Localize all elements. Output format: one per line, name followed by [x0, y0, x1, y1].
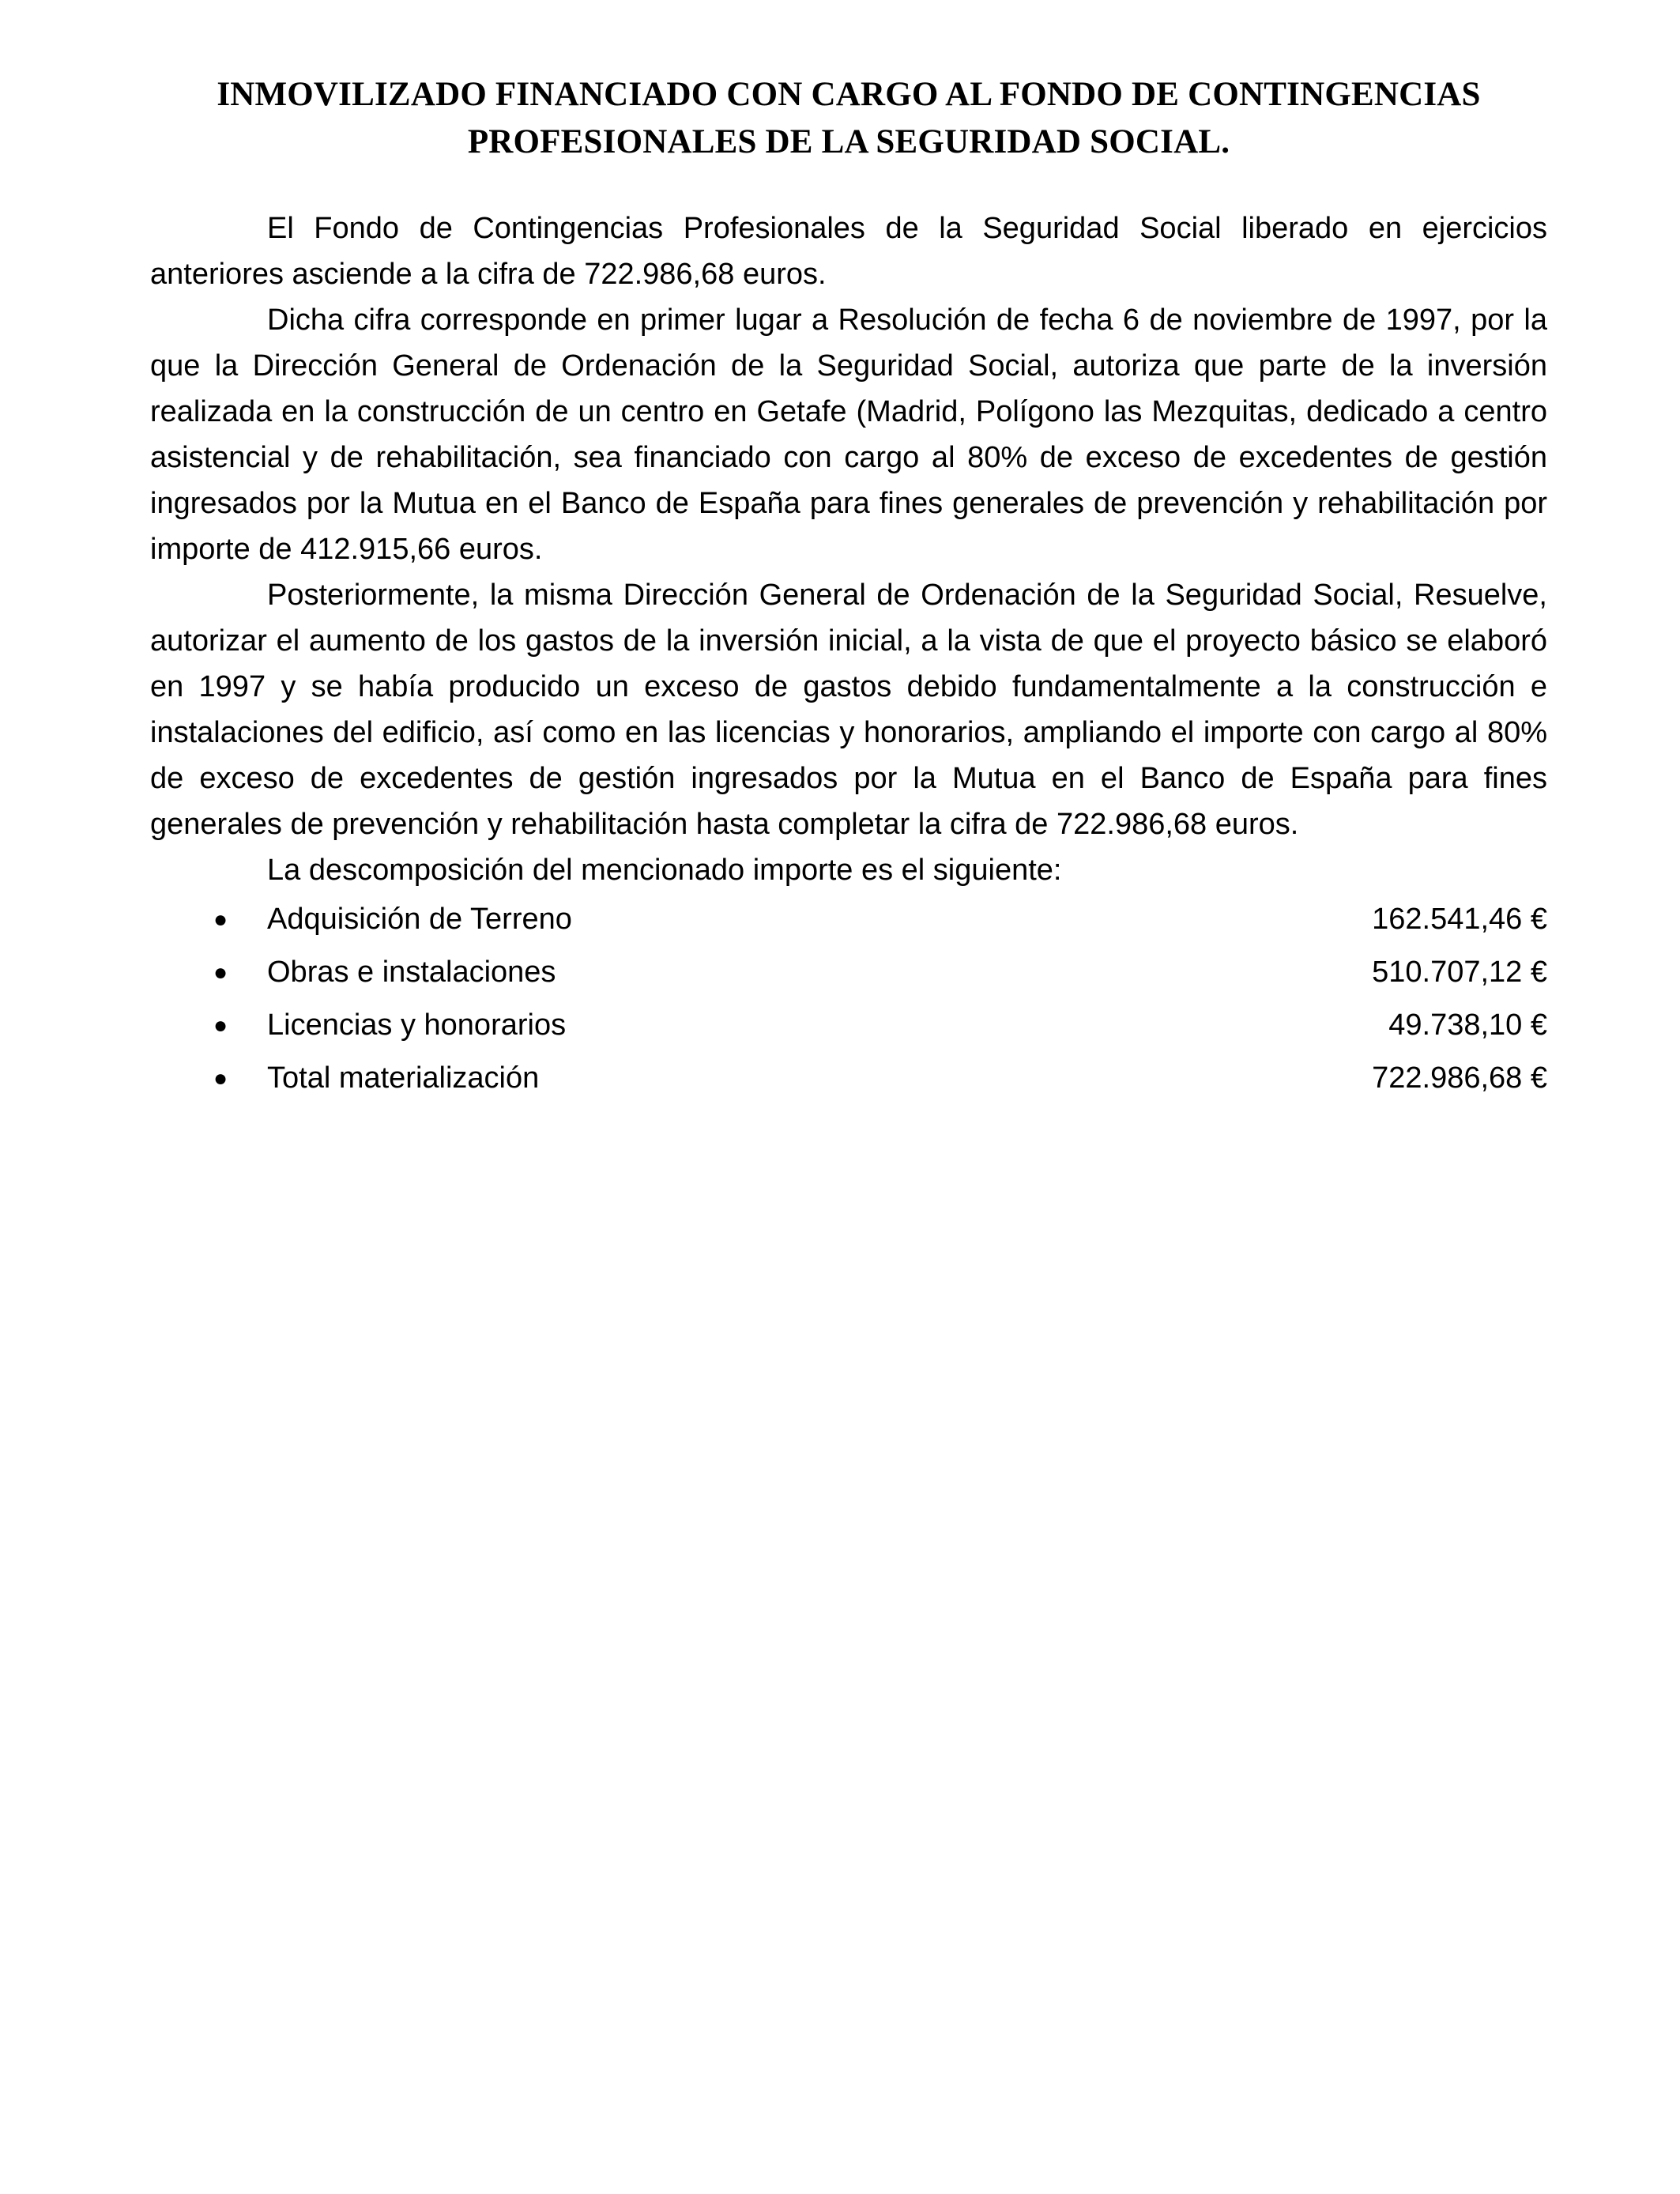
bullet-icon: ● — [213, 907, 228, 933]
item-label: Adquisición de Terreno — [267, 903, 572, 936]
document-page — [150, 71, 1547, 1105]
title-line-2: PROFESIONALES DE LA SEGURIDAD SOCIAL. — [467, 123, 1230, 160]
list-item — [150, 999, 1547, 1052]
item-amount: 162.541,46 € — [1372, 903, 1547, 936]
breakdown-intro: La descomposición del mencionado importe es el siguiente: — [267, 854, 1062, 887]
paragraph-resolution-1997: Dicha cifra corresponde en primer lugar a Resolución de fecha 6 de noviembre de 1997, por la que la Dirección General de Ordenación de la Seguridad Social, autoriza que parte de la inversión realizada en la construcción de un centro en Getafe (Madrid, Polígono las Mezquitas, dedicado a centro asistencial y de rehabilitación, sea financiado con cargo al 80% de exceso de excedentes de gestión ingresados por la Mutua en el Banco de España para fines generales de prevención y rehabilitación por importe de 412.915,66 euros. — [150, 303, 1547, 566]
list-item — [150, 893, 1547, 946]
paragraph-fund-amount: El Fondo de Contingencias Profesionales de la Seguridad Social liberado en ejercicios anteriores asciende a la cifra de 722.986,68 euros. — [150, 212, 1547, 291]
bullet-icon: ● — [213, 1012, 228, 1039]
item-label: Licencias y honorarios — [267, 1008, 567, 1042]
paragraph-expansion: Posteriormente, la misma Dirección General de Ordenación de la Seguridad Social, Resuelve, autorizar el aumento de los gastos de la inversión inicial, a la vista de que el proyecto básico se elaboró en 1997 y se había producido un exceso de gastos debido fundamentalmente a la construcción e instalaciones del edificio, así como en las licencias y honorarios, ampliando el importe con cargo al 80% de exceso de excedentes de gestión ingresados por la Mutua en el Banco de España para fines generales de prevención y rehabilitación hasta completar la cifra de 722.986,68 euros. — [150, 579, 1547, 841]
list-item — [150, 946, 1547, 999]
item-amount: 722.986,68 € — [1372, 1061, 1547, 1095]
item-amount: 510.707,12 € — [1372, 956, 1547, 989]
document-title — [150, 71, 1547, 166]
list-item-total — [150, 1052, 1547, 1105]
item-label: Obras e instalaciones — [267, 956, 556, 989]
breakdown-list — [150, 893, 1547, 1105]
item-amount: 49.738,10 € — [1388, 1008, 1547, 1042]
bullet-icon: ● — [213, 959, 228, 986]
title-line-1: INMOVILIZADO FINANCIADO CON CARGO AL FONDO DE CONTINGENCIAS — [217, 76, 1481, 113]
bullet-icon: ● — [213, 1065, 228, 1091]
item-label: Total materialización — [267, 1061, 540, 1095]
